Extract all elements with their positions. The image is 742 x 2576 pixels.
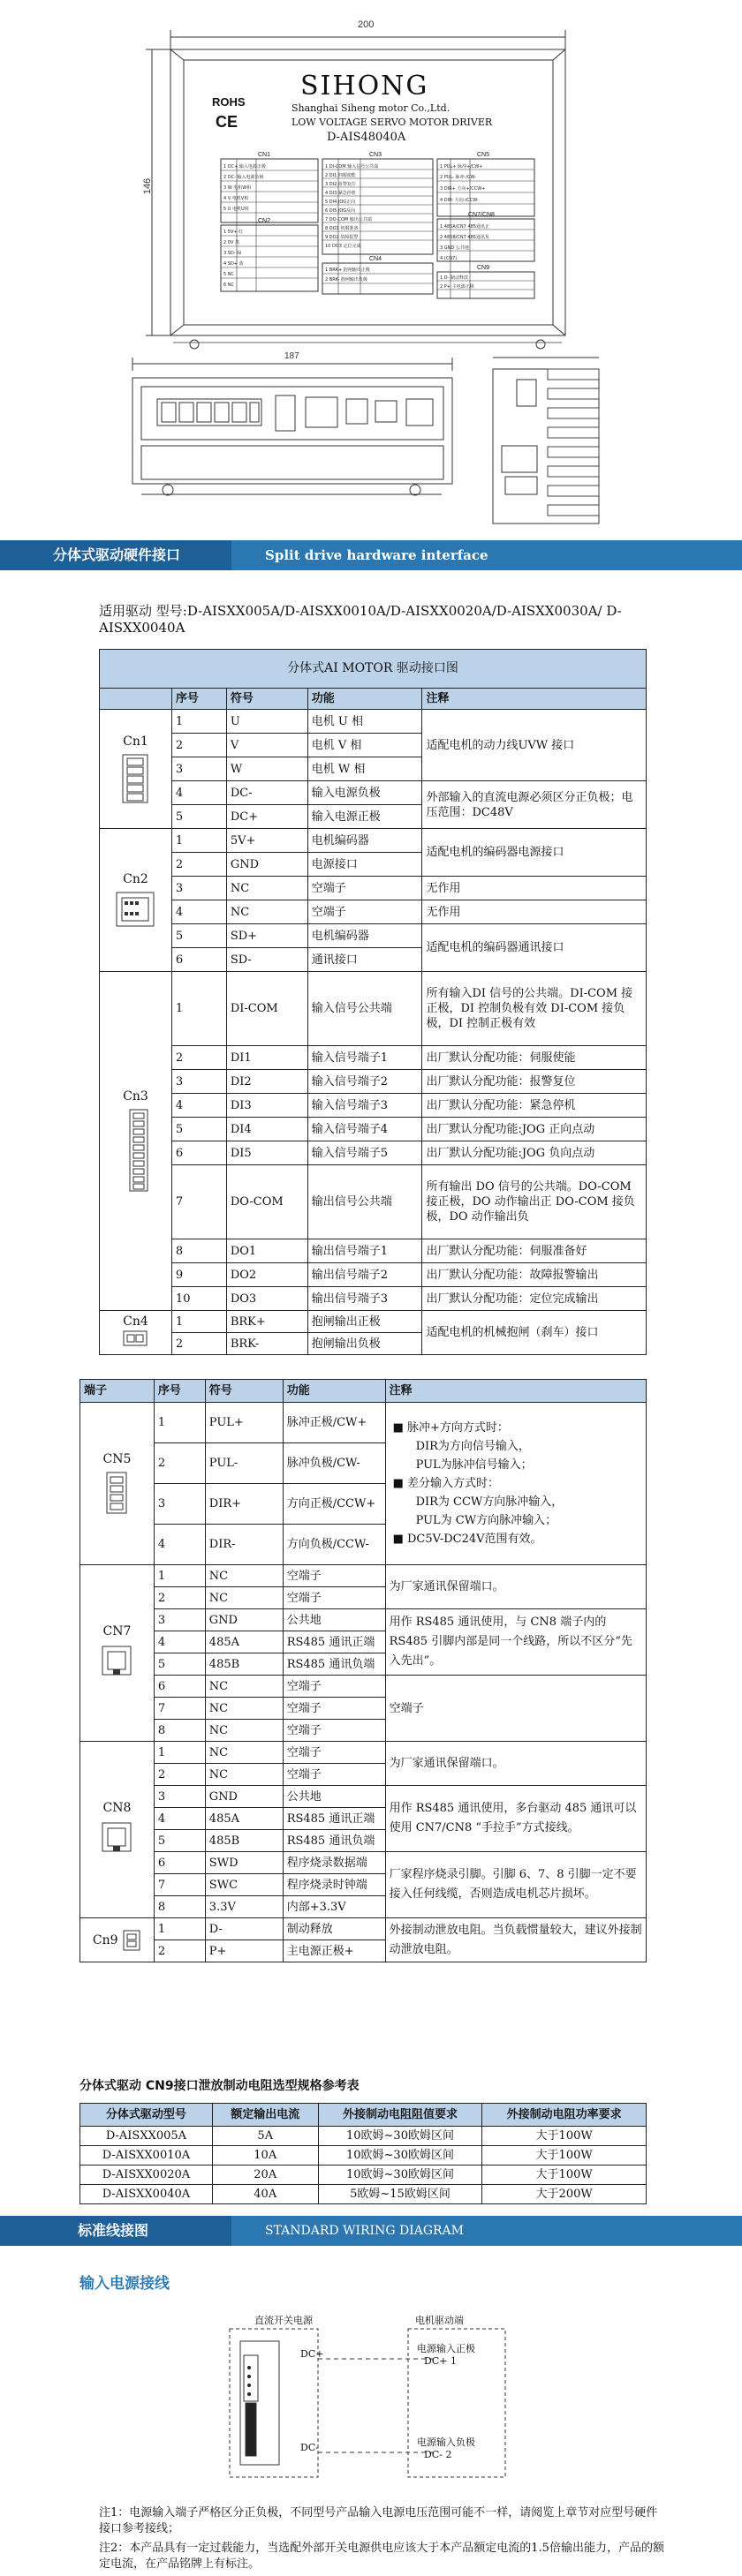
cn7-row7-no: 7 [154, 1698, 205, 1720]
cn4-row2-function: 抱闸输出负极 [307, 1333, 422, 1355]
svg-text:8 DO1 伺服准备: 8 DO1 伺服准备 [325, 226, 359, 231]
cn1-row5-no: 5 [171, 805, 226, 829]
section-bar-hardware [0, 540, 742, 570]
table1-header-no: 序号 [171, 689, 226, 710]
cn2-port-cell [100, 829, 172, 972]
cn5-row1-symbol: PUL+ [205, 1403, 283, 1443]
table3-row1-power: 大于100W [482, 2127, 647, 2146]
cn9-row1-no: 1 [154, 1918, 205, 1940]
svg-text:1 485A/CN7 485通讯正: 1 485A/CN7 485通讯正 [440, 224, 489, 230]
cn2-row2-symbol: GND [226, 853, 307, 877]
cn7-row1-function: 空端子 [283, 1565, 385, 1587]
svg-text:5 NC: 5 NC [223, 272, 235, 277]
cn9-row2-function: 主电源正极+ [283, 1940, 385, 1962]
dim-side-label: 187 [284, 351, 299, 361]
cn5-note-line-3: PUL为脉冲信号输入； [415, 1458, 533, 1472]
drive-neg-pin: DC- 2 [424, 2449, 452, 2460]
svg-text:7 DO-COM 输出公共端: 7 DO-COM 输出公共端 [325, 217, 372, 222]
cn1-row5-function: 输入电源正极 [307, 805, 422, 829]
cn8-port-cell [80, 1742, 155, 1918]
cn2-row2-function: 电源接口 [307, 853, 422, 877]
cn8-row2-symbol: NC [205, 1764, 283, 1786]
cn3-row7-symbol: DO-COM [226, 1165, 307, 1239]
cn3-row9-note: 出厂默认分配功能：故障报警输出 [422, 1263, 647, 1287]
psu-dcminus-label: DC- [300, 2442, 319, 2453]
cn3-row3-no: 3 [171, 1070, 226, 1094]
cn3-row10-no: 10 [171, 1287, 226, 1311]
cn3-row9-no: 9 [171, 1263, 226, 1287]
cn8-row7-function: 程序烧录时钟端 [283, 1874, 385, 1896]
cn7-row4-function: RS485 通讯正端 [283, 1631, 385, 1653]
cn7-note-b: 用作 RS485 通讯使用，与 CN8 端子内的 RS485 引脚内部是同一个线路，所以不区分“先入先出”。 [385, 1609, 646, 1676]
cn5-note-line-5: DIR为 CCW方向脉冲输入， [415, 1495, 564, 1509]
table3-header-resistance: 外接制动电阻阻值要求 [318, 2104, 482, 2127]
cn3-row5-function: 输入信号端子4 [307, 1118, 422, 1141]
cn2-row4-no: 4 [171, 900, 226, 924]
psu-dcplus-label: DC+ [300, 2348, 324, 2360]
svg-text:4 DI3 紧急停机: 4 DI3 紧急停机 [325, 191, 356, 196]
cn5-row2-symbol: PUL- [205, 1443, 283, 1484]
table3-header-current: 额定输出电流 [212, 2104, 318, 2127]
cn7-row1-symbol: NC [205, 1565, 283, 1587]
cn7-row3-symbol: GND [205, 1609, 283, 1631]
cn2-drawing-label: CN2 [258, 218, 271, 224]
svg-text:3 DI2 报警复位: 3 DI2 报警复位 [325, 182, 356, 187]
cn8-row1-symbol: NC [205, 1742, 283, 1764]
svg-text:4 V 电机V相: 4 V 电机V相 [223, 196, 249, 201]
svg-text:2 PUL- 脉冲-/CW-: 2 PUL- 脉冲-/CW- [440, 175, 477, 180]
cn3-port-label: Cn3 [123, 1089, 148, 1103]
cn3-row5-symbol: DI4 [226, 1118, 307, 1141]
cn7-row6-symbol: NC [205, 1676, 283, 1698]
cn8-row6-no: 6 [154, 1852, 205, 1874]
svg-text:2 P+ 主电源正极: 2 P+ 主电源正极 [440, 284, 474, 290]
cn7-rj45-icon [99, 1643, 134, 1682]
cn7-row5-no: 5 [154, 1653, 205, 1676]
svg-text:1 D- 制动释放: 1 D- 制动释放 [440, 275, 469, 281]
cn7-row8-function: 空端子 [283, 1720, 385, 1742]
cn8-row1-function: 空端子 [283, 1742, 385, 1764]
cn7-row6-function: 空端子 [283, 1676, 385, 1698]
cn4-port-cell [100, 1311, 172, 1355]
section-title-en: Split drive hardware interface [265, 547, 488, 563]
svg-text:3 DIR+ 方向+/CCW+: 3 DIR+ 方向+/CCW+ [440, 186, 486, 192]
cn9-port-cell [80, 1918, 155, 1962]
table3-row3-model: D-AISXX0020A [80, 2165, 213, 2185]
cn3-row9-function: 输出信号端子2 [307, 1263, 422, 1287]
table3-row4-power: 大于200W [482, 2185, 647, 2204]
section-title-cn: 分体式驱动硬件接口 [0, 540, 231, 570]
cn2-row4-function: 空端子 [307, 900, 422, 924]
cn5-note-line-7: ■ DC5V-DC24V范围有效。 [392, 1533, 542, 1546]
cn3-row7-note: 所有输出 DO 信号的公共端。DO-COM 接正极，DO 动作输出正 DO-COM 接负极，DO 动作输出负 [422, 1165, 647, 1239]
cn3-row5-no: 5 [171, 1118, 226, 1141]
cn7-row2-no: 2 [154, 1587, 205, 1609]
cn3-row8-no: 8 [171, 1239, 226, 1263]
cn4-row1-symbol: BRK+ [226, 1311, 307, 1333]
cn8-row8-symbol: 3.3V [205, 1896, 283, 1918]
table1-title: 分体式AI MOTOR 驱动接口图 [100, 650, 647, 689]
table3-row3-power: 大于100W [482, 2165, 647, 2185]
cn8-row8-no: 8 [154, 1896, 205, 1918]
cn2-note-c: 无作用 [422, 900, 647, 924]
cn1-note-a: 适配电机的动力线UVW 接口 [422, 710, 647, 781]
table3-row2-resistance: 10欧姆~30欧姆区间 [318, 2146, 482, 2165]
cn5-row2-no: 2 [154, 1443, 205, 1484]
svg-text:2 485B/CN7 485通讯负: 2 485B/CN7 485通讯负 [440, 235, 489, 240]
table2-header-note: 注释 [385, 1380, 646, 1403]
cn9-row2-symbol: P+ [205, 1940, 283, 1962]
svg-text:9 DO2 故障报警: 9 DO2 故障报警 [325, 235, 359, 240]
cn2-row3-symbol: NC [226, 877, 307, 900]
cn7-row2-symbol: NC [205, 1587, 283, 1609]
cn3-row6-no: 6 [171, 1141, 226, 1165]
section2-title-cn: 标准线接图 [0, 2216, 231, 2246]
notes-block [99, 2505, 664, 2576]
cn5-row3-no: 3 [154, 1484, 205, 1525]
cn1-note-b: 外部输入的直流电源必须区分正负极；电压范围：DC48V [422, 781, 647, 829]
cn1-port-label: Cn1 [123, 734, 148, 749]
cn3-row10-symbol: DO3 [226, 1287, 307, 1311]
cn9-row1-function: 制动释放 [283, 1918, 385, 1940]
cn8-row1-no: 1 [154, 1742, 205, 1764]
cn5-row1-no: 1 [154, 1403, 205, 1443]
cn2-row6-no: 6 [171, 948, 226, 972]
psu-label: 直流开关电源 [254, 2315, 313, 2326]
cn8-row4-function: RS485 通讯正端 [283, 1808, 385, 1830]
section-bar-wiring [0, 2216, 742, 2246]
cn8-row4-symbol: 485A [205, 1808, 283, 1830]
cn3-row1-symbol: DI-COM [226, 972, 307, 1046]
cn1-row3-no: 3 [171, 757, 226, 781]
cn8-row8-function: 内部+3.3V [283, 1896, 385, 1918]
cn7-row8-symbol: NC [205, 1720, 283, 1742]
cn4-row1-no: 1 [171, 1311, 226, 1333]
cn8-row7-symbol: SWC [205, 1874, 283, 1896]
cn3-row3-function: 输入信号端子2 [307, 1070, 422, 1094]
cn2-note-a: 适配电机的编码器电源接口 [422, 829, 647, 877]
table3-header-power: 外接制动电阻功率要求 [482, 2104, 647, 2127]
cn3-row2-function: 输入信号端子1 [307, 1046, 422, 1070]
cn3-port-cell [100, 972, 172, 1311]
cn1-row4-symbol: DC- [226, 781, 307, 805]
table3-row4-resistance: 5欧姆~15欧姆区间 [318, 2185, 482, 2204]
cn5-connector-icon [102, 1471, 132, 1515]
ce-mark: CE [216, 113, 238, 131]
svg-text:1 DI-COM 输入信号公共端: 1 DI-COM 输入信号公共端 [325, 164, 379, 169]
svg-text:3 SD- 绿: 3 SD- 绿 [223, 251, 242, 256]
cn8-note-c: 厂家程序烧录引脚。引脚 6、7、8 引脚一定不要接入任何线缆，否则造成电机芯片损坏。 [385, 1852, 646, 1918]
cn1-port-cell [100, 710, 172, 829]
table3-row1-resistance: 10欧姆~30欧姆区间 [318, 2127, 482, 2146]
cn8-row4-no: 4 [154, 1808, 205, 1830]
cn5-row4-function: 方向负极/CCW- [283, 1525, 385, 1565]
cn1-row3-function: 电机 W 相 [307, 757, 422, 781]
section2-title-en: STANDARD WIRING DIAGRAM [265, 2224, 464, 2238]
table2-header-no: 序号 [154, 1380, 205, 1403]
cn3-row4-note: 出厂默认分配功能：紧急停机 [422, 1094, 647, 1118]
cn4-drawing-label: CN4 [369, 256, 382, 262]
cn8-row5-no: 5 [154, 1830, 205, 1852]
cn3-drawing-label: CN3 [369, 152, 382, 158]
cn3-row4-no: 4 [171, 1094, 226, 1118]
table2-header-port: 端子 [80, 1380, 155, 1403]
table3-row3-current: 20A [212, 2165, 318, 2185]
cn7-note-c: 空端子 [385, 1676, 646, 1742]
cn7-row6-no: 6 [154, 1676, 205, 1698]
cn7-row7-symbol: NC [205, 1698, 283, 1720]
cn2-row1-symbol: 5V+ [226, 829, 307, 853]
cn5-note-line-1: ■ 脉冲+方向方式时： [392, 1421, 509, 1435]
svg-text:4 (CN7): 4 (CN7) [440, 256, 458, 261]
cn5-row4-no: 4 [154, 1525, 205, 1565]
table3-row2-model: D-AISXX0010A [80, 2146, 213, 2165]
cn7-note-a: 为厂家通讯保留端口。 [385, 1565, 646, 1609]
cn3-row10-function: 输出信号端子3 [307, 1287, 422, 1311]
table2-header-function: 功能 [283, 1380, 385, 1403]
cn7-row3-no: 3 [154, 1609, 205, 1631]
cn7-row4-symbol: 485A [205, 1631, 283, 1653]
cn7-port-cell [80, 1565, 155, 1742]
cn2-row1-function: 电机编码器 [307, 829, 422, 853]
table3-row4-model: D-AISXX0040A [80, 2185, 213, 2204]
svg-text:6 DI5 JOG反向: 6 DI5 JOG反向 [325, 208, 356, 214]
cn3-row9-symbol: DO2 [226, 1263, 307, 1287]
cn1-row1-no: 1 [171, 710, 226, 734]
svg-text:2 DC- 输入电源负极: 2 DC- 输入电源负极 [223, 175, 264, 180]
cn7-row4-no: 4 [154, 1631, 205, 1653]
dim-width-label: 200 [358, 19, 375, 30]
table3-header-model: 分体式驱动型号 [80, 2104, 213, 2127]
cn3-row3-symbol: DI2 [226, 1070, 307, 1094]
cn8-row2-no: 2 [154, 1764, 205, 1786]
cn3-row5-note: 出厂默认分配功能:JOG 正向点动 [422, 1118, 647, 1141]
dim-height-label: 146 [142, 177, 154, 195]
cn2-row3-function: 空端子 [307, 877, 422, 900]
model-name: D-AIS48040A [327, 131, 406, 144]
rohs-mark: ROHS [212, 95, 246, 109]
drive-pos-pin: DC+ 1 [424, 2355, 457, 2367]
cn8-row3-function: 公共地 [283, 1786, 385, 1808]
cn4-row2-no: 2 [171, 1333, 226, 1355]
cn5-row1-function: 脉冲正极/CW+ [283, 1403, 385, 1443]
svg-text:10 DO3 定位完成: 10 DO3 定位完成 [325, 244, 361, 249]
cn3-row2-no: 2 [171, 1046, 226, 1070]
cn8-row6-symbol: SWD [205, 1852, 283, 1874]
cn78-drawing-label: CN7/CN8 [468, 212, 495, 218]
cn8-port-label: CN8 [102, 1801, 132, 1815]
cn8-row3-symbol: GND [205, 1786, 283, 1808]
table3-row2-power: 大于100W [482, 2146, 647, 2165]
cn8-row7-no: 7 [154, 1874, 205, 1896]
cn4-row1-function: 抱闸输出正极 [307, 1311, 422, 1333]
drive-neg-label: 电源输入负极 [417, 2437, 475, 2448]
cn4-row2-symbol: BRK- [226, 1333, 307, 1355]
cn2-connector-icon [115, 891, 155, 928]
cn3-row4-symbol: DI3 [226, 1094, 307, 1118]
svg-text:1 BRK+ 抱闸输出正极: 1 BRK+ 抱闸输出正极 [325, 267, 370, 273]
product-name: LOW VOLTAGE SERVO MOTOR DRIVER [292, 117, 493, 128]
svg-text:6 NC: 6 NC [223, 282, 235, 288]
interface-table-1 [99, 649, 647, 1355]
cn2-row5-symbol: SD+ [226, 924, 307, 948]
cn1-row2-symbol: V [226, 734, 307, 757]
resistor-table-caption: 分体式驱动 CN9接口泄放制动电阻选型规格参考表 [80, 2079, 360, 2093]
cn3-row1-note: 所有输入DI 信号的公共端。DI-COM 接正极，DI 控制负极有效 DI-COM 接负极，DI 控制正极有效 [422, 972, 647, 1046]
svg-text:2 0V 黑: 2 0V 黑 [223, 240, 239, 245]
cn9-drawing-label: CN9 [477, 265, 490, 271]
cn4-note: 适配电机的机械抱闸（刹车）接口 [422, 1311, 647, 1355]
svg-text:2 BRK- 抱闸输出负极: 2 BRK- 抱闸输出负极 [325, 277, 367, 282]
cn5-note-line-6: PUL为 CW方向脉冲输入； [415, 1514, 557, 1527]
cn3-row8-function: 输出信号端子1 [307, 1239, 422, 1263]
svg-text:1 5V+ 红: 1 5V+ 红 [223, 230, 244, 235]
wiring-title: 输入电源接线 [80, 2275, 170, 2293]
cn1-row3-symbol: W [226, 757, 307, 781]
cn2-row5-no: 5 [171, 924, 226, 948]
svg-text:4 SD+ 蓝: 4 SD+ 蓝 [223, 261, 244, 267]
drive-end-label: 电机驱动端 [415, 2315, 464, 2326]
cn2-note-d: 适配电机的编码器通讯接口 [422, 924, 647, 972]
svg-text:3 W 电机W相: 3 W 电机W相 [223, 185, 252, 191]
cn1-row2-function: 电机 V 相 [307, 734, 422, 757]
cn3-connector-icon [117, 1108, 153, 1193]
table3-row1-current: 5A [212, 2127, 318, 2146]
cn3-row8-note: 出厂默认分配功能：伺服准备好 [422, 1239, 647, 1263]
cn1-row4-function: 输入电源负极 [307, 781, 422, 805]
cn2-row4-symbol: NC [226, 900, 307, 924]
cn3-row7-no: 7 [171, 1165, 226, 1239]
cn7-row5-function: RS485 通讯负端 [283, 1653, 385, 1676]
svg-text:2 DI1 伺服使能: 2 DI1 伺服使能 [325, 173, 356, 178]
cn9-port-label: Cn9 [92, 1932, 118, 1947]
resistor-spec-table [80, 2103, 647, 2204]
svg-text:1 PUL+ 脉冲+/CW+: 1 PUL+ 脉冲+/CW+ [440, 164, 483, 169]
cn2-row5-function: 电机编码器 [307, 924, 422, 948]
cn8-note-a: 为厂家通讯保留端口。 [385, 1742, 646, 1786]
cn3-row2-symbol: DI1 [226, 1046, 307, 1070]
cn3-row6-symbol: DI5 [226, 1141, 307, 1165]
cn3-row1-no: 1 [171, 972, 226, 1046]
cn7-row5-symbol: 485B [205, 1653, 283, 1676]
cn5-row3-function: 方向正极/CCW+ [283, 1484, 385, 1525]
table3-row1-model: D-AISXX005A [80, 2127, 213, 2146]
cn5-row3-symbol: DIR+ [205, 1484, 283, 1525]
applicable-models: 适用驱动 型号:D-AISXX005A/D-AISXX0010A/D-AISXX0020A/D-AISXX0030A/ D-AISXX0040A [99, 603, 622, 636]
svg-text:4 DIR- 方向-/CCW-: 4 DIR- 方向-/CCW- [440, 198, 479, 203]
cn8-note-b: 用作 RS485 通讯使用，多台驱动 485 通讯可以使用 CN7/CN8 “手拉手”方式接线。 [385, 1786, 646, 1852]
table1-header-port [100, 689, 172, 710]
cn8-row5-function: RS485 通讯负端 [283, 1830, 385, 1852]
svg-text:3 GND 公共地: 3 GND 公共地 [440, 245, 469, 251]
cn5-port-label: CN5 [102, 1452, 132, 1466]
cn4-connector-icon [122, 1329, 148, 1347]
interface-table-2 [80, 1379, 647, 1962]
cn3-row4-function: 输入信号端子3 [307, 1094, 422, 1118]
cn7-row2-function: 空端子 [283, 1587, 385, 1609]
svg-text:5 DI4 JOG正向: 5 DI4 JOG正向 [325, 200, 356, 205]
cn5-note-cell [385, 1403, 646, 1565]
cn8-rj45-icon [99, 1819, 134, 1858]
cn5-port-cell [80, 1403, 155, 1565]
cn3-row2-note: 出厂默认分配功能：伺服使能 [422, 1046, 647, 1070]
cn2-row6-function: 通讯接口 [307, 948, 422, 972]
table2-header-symbol: 符号 [205, 1380, 283, 1403]
cn2-port-label: Cn2 [123, 872, 148, 886]
cn3-row3-note: 出厂默认分配功能：报警复位 [422, 1070, 647, 1094]
table1-header-function: 功能 [307, 689, 422, 710]
cn2-row1-no: 1 [171, 829, 226, 853]
cn9-connector-icon [122, 1929, 141, 1952]
brand-name: SIHONG [300, 71, 429, 102]
cn2-row2-no: 2 [171, 853, 226, 877]
table1-header-note: 注释 [422, 689, 647, 710]
cn1-connector-icon [120, 753, 150, 804]
note-1: 注1：电源输入端子严格区分正负极，不同型号产品输入电源电压范围可能不一样，请阅览上章节对应型号硬件接口参考接线； [99, 2506, 658, 2535]
table1-header-symbol: 符号 [226, 689, 307, 710]
cn5-row4-symbol: DIR- [205, 1525, 283, 1565]
cn7-row8-no: 8 [154, 1720, 205, 1742]
svg-text:1 DC+ 输入电源正极: 1 DC+ 输入电源正极 [223, 164, 266, 169]
cn3-row10-note: 出厂默认分配功能：定位完成输出 [422, 1287, 647, 1311]
cn2-row3-no: 3 [171, 877, 226, 900]
cn2-row6-symbol: SD- [226, 948, 307, 972]
cn7-port-label: CN7 [102, 1624, 132, 1638]
table3-row4-current: 40A [212, 2185, 318, 2204]
cn8-row5-symbol: 485B [205, 1830, 283, 1852]
company-name: Shanghai Siheng motor Co.,Ltd. [292, 102, 450, 114]
cn9-note: 外接制动泄放电阻。当负载惯量较大，建议外接制动泄放电阻。 [385, 1918, 646, 1962]
cn1-row4-no: 4 [171, 781, 226, 805]
cn7-row7-function: 空端子 [283, 1698, 385, 1720]
cn5-row2-function: 脉冲负极/CW- [283, 1443, 385, 1484]
cn8-row2-function: 空端子 [283, 1764, 385, 1786]
cn2-note-b: 无作用 [422, 877, 647, 900]
cn1-drawing-label: CN1 [258, 152, 271, 158]
cn1-row1-function: 电机 U 相 [307, 710, 422, 734]
cn1-row2-no: 2 [171, 734, 226, 757]
cn9-row2-no: 2 [154, 1940, 205, 1962]
cn3-row6-note: 出厂默认分配功能:JOG 负向点动 [422, 1141, 647, 1165]
table3-row2-current: 10A [212, 2146, 318, 2165]
power-wiring-diagram [203, 2306, 583, 2482]
cn7-row3-function: 公共地 [283, 1609, 385, 1631]
note-2: 注2：本产品具有一定过载能力，当选配外部开关电源供电应该大于本产品额定电流的1.5倍输出能力，产品的额定电流，在产品铭牌上有标注。 [99, 2542, 664, 2571]
table3-row3-resistance: 10欧姆~30欧姆区间 [318, 2165, 482, 2185]
cn7-row1-no: 1 [154, 1565, 205, 1587]
cn3-row6-function: 输入信号端子5 [307, 1141, 422, 1165]
drive-pos-label: 电源输入正极 [417, 2343, 475, 2354]
cn3-row1-function: 输入信号公共端 [307, 972, 422, 1046]
cn1-row5-symbol: DC+ [226, 805, 307, 829]
cn5-note-line-2: DIR为方向信号输入， [415, 1440, 530, 1453]
cn3-row8-symbol: DO1 [226, 1239, 307, 1263]
cn8-row3-no: 3 [154, 1786, 205, 1808]
cn9-row1-symbol: D- [205, 1918, 283, 1940]
cn1-row1-symbol: U [226, 710, 307, 734]
cn3-row7-function: 输出信号公共端 [307, 1165, 422, 1239]
cn5-note-line-4: ■ 差分输入方式时： [392, 1477, 499, 1490]
svg-text:5 U 电机U相: 5 U 电机U相 [223, 207, 249, 212]
cn4-port-label: Cn4 [123, 1314, 148, 1329]
cn8-row6-function: 程序烧录数据端 [283, 1852, 385, 1874]
cn5-drawing-label: CN5 [477, 152, 490, 158]
